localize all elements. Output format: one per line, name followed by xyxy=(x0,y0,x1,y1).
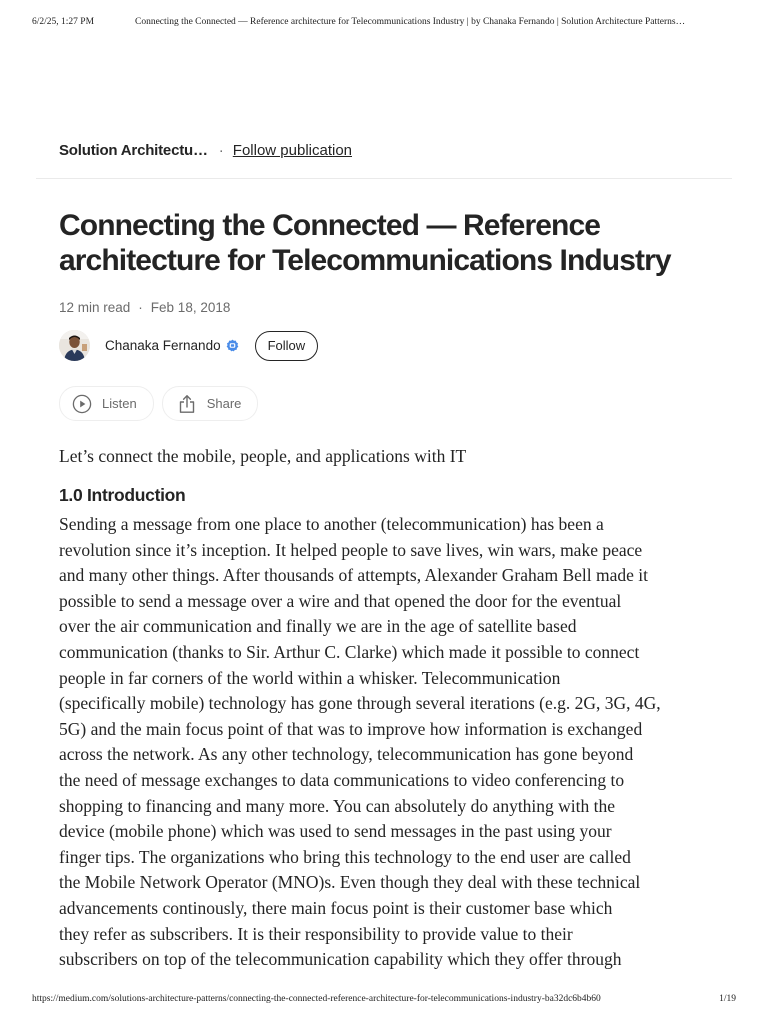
body-line: people in far corners of the world within a whisker. Telecommunication xyxy=(59,667,561,688)
article-subtitle: Let’s connect the mobile, people, and applications with IT xyxy=(59,446,467,466)
print-page-number: 1/19 xyxy=(719,994,736,1004)
follow-author-button[interactable]: Follow xyxy=(255,331,319,361)
listen-button[interactable] xyxy=(59,386,154,421)
body-line: they refer as subscribers. It is their responsibility to provide value to their xyxy=(59,923,573,944)
body-line: advancements continously, there main focus point is their customer base which xyxy=(59,897,613,918)
article-meta xyxy=(59,300,230,315)
read-time: 12 min read xyxy=(59,300,131,315)
share-icon xyxy=(178,394,196,414)
share-label: Share xyxy=(206,396,242,411)
avatar-image-icon xyxy=(59,330,90,361)
publication-separator: · xyxy=(218,142,224,159)
print-header xyxy=(32,17,736,27)
article-actions xyxy=(59,386,266,421)
body-line: across the network. As any other technology, telecommunication has gone beyond xyxy=(59,744,634,765)
author-row xyxy=(59,330,318,361)
body-line: finger tips. The organizations who bring this technology to the end user are called xyxy=(59,846,631,867)
body-line: shopping to financing and many more. You can absolutely do anything with the xyxy=(59,795,616,816)
article-title: Connecting the Connected — Reference architecture for Telecommunications Industry xyxy=(59,209,671,277)
body-line: the Mobile Network Operator (MNO)s. Even though they deal with these technical xyxy=(59,872,641,893)
share-button[interactable] xyxy=(162,386,259,421)
header-divider xyxy=(36,178,732,179)
author-avatar[interactable] xyxy=(59,330,90,361)
body-line: Sending a message from one place to another (telecommunication) has been a xyxy=(59,514,604,534)
publication-name[interactable]: Solution Architectu… xyxy=(59,142,208,159)
listen-label: Listen xyxy=(102,396,137,411)
publish-date: Feb 18, 2018 xyxy=(150,300,231,315)
print-url: https://medium.com/solutions-architecture-patterns/connecting-the-connected-reference-architecture-for-telecommunications-industry-ba32dc6b4b60 xyxy=(32,994,601,1004)
author-name[interactable]: Chanaka Fernando xyxy=(105,338,221,353)
body-line: the need of message exchanges to data communications to video conferencing to xyxy=(59,769,625,790)
verified-badge-icon xyxy=(226,339,239,352)
body-line: subscribers on top of the telecommunication capability which they offer through xyxy=(59,949,622,970)
article-body-paragraph xyxy=(59,512,719,973)
body-line: device (mobile phone) which was used to send messages in the past using your xyxy=(59,821,612,842)
body-line: 5G) and the main focus point of that was to improve how information is exchanged xyxy=(59,718,643,739)
body-line: revolution since it’s inception. It helped people to save lives, win wars, make peace xyxy=(59,539,643,560)
body-line: and many other things. After thousands of attempts, Alexander Graham Bell made it xyxy=(59,565,649,586)
body-line: over the air communication and finally we are in the age of satellite based xyxy=(59,616,577,637)
body-line: communication (thanks to Sir. Arthur C. Clarke) which made it possible to connect xyxy=(59,641,640,662)
section-heading-introduction: 1.0 Introduction xyxy=(59,485,186,505)
meta-separator: · xyxy=(138,300,143,315)
play-circle-icon xyxy=(72,394,92,414)
follow-publication-link[interactable]: Follow publication xyxy=(232,142,353,159)
print-timestamp: 6/2/25, 1:27 PM xyxy=(32,17,95,27)
print-footer xyxy=(32,994,736,1004)
body-line: (specifically mobile) technology has gone through several iterations (e.g. 2G, 3G, 4G, xyxy=(59,693,661,714)
publication-bar xyxy=(59,142,352,159)
print-page-title: Connecting the Connected — Reference architecture for Telecommunications Industry | by Chanaka Fernando | Solution Architecture Patterns… xyxy=(135,17,686,27)
body-line: possible to send a message over a wire and that opened the door for the eventual xyxy=(59,590,622,611)
